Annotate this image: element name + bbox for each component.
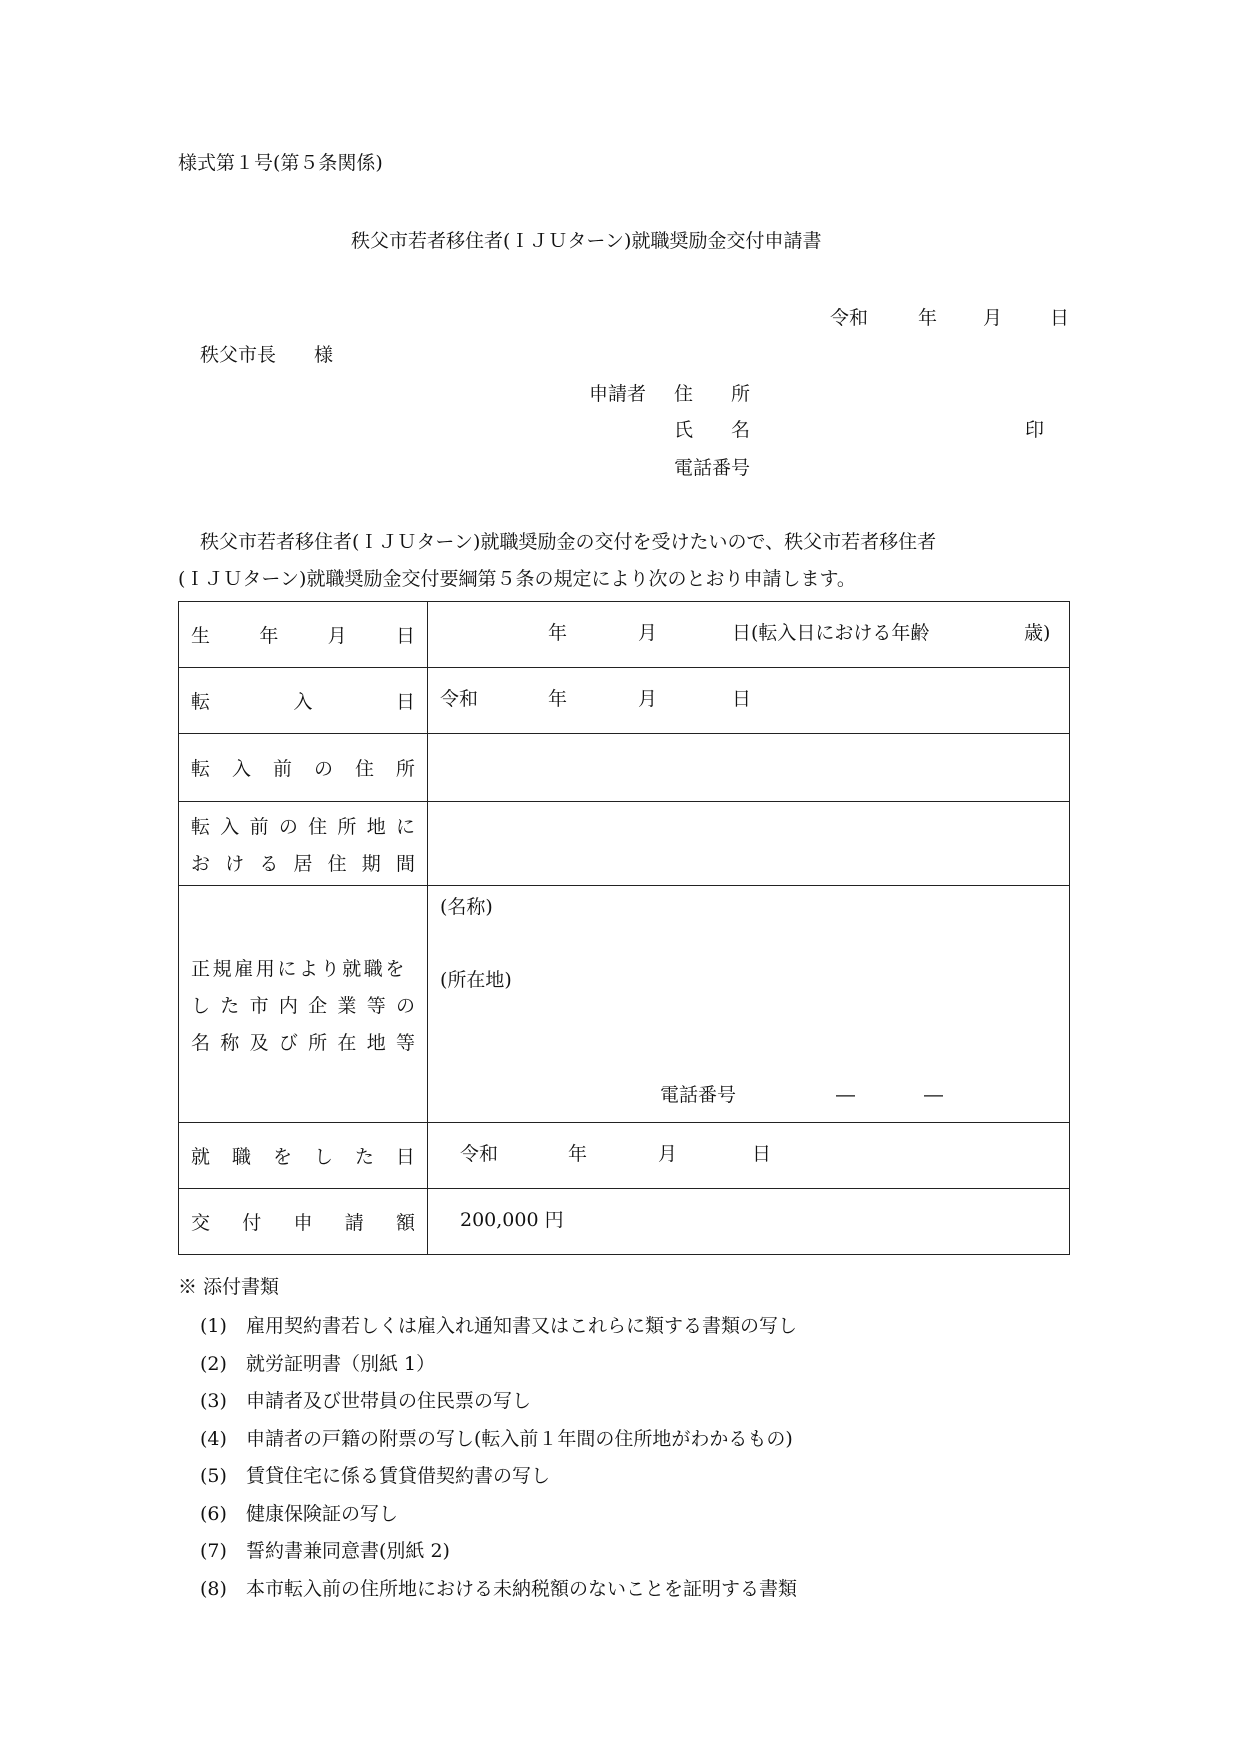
label-char: し	[191, 994, 211, 1017]
label-char: し	[313, 1146, 333, 1168]
row-birth-date	[179, 602, 1070, 668]
move-in-date-label	[179, 668, 428, 734]
label-char: 住	[354, 758, 374, 780]
phone-label: 電話番号	[674, 457, 751, 479]
employer-name-label: (名称)	[440, 896, 493, 918]
label-char: 職	[231, 1146, 251, 1168]
birth-date-value	[428, 602, 1070, 668]
form-number: 様式第１号(第５条関係)	[178, 152, 383, 174]
label-char: 所	[308, 1031, 328, 1054]
label-char: 居	[293, 852, 313, 875]
label-char: 及	[249, 1031, 269, 1054]
attachment-item: 誓約書兼同意書(別紙 2)	[246, 1540, 450, 1562]
label-char: に	[395, 815, 415, 838]
label-char: の	[313, 758, 333, 780]
employment-day: 日	[752, 1143, 772, 1165]
label-char: 日	[395, 625, 415, 647]
applicant-label: 申請者	[589, 383, 647, 405]
employment-date-label	[179, 1123, 428, 1189]
addressee: 秩父市長 様	[200, 344, 334, 366]
birth-year: 年	[548, 622, 568, 644]
row-previous-address	[179, 734, 1070, 802]
attachments-heading: ※ 添付書類	[178, 1276, 280, 1298]
row-residence-period	[179, 802, 1070, 886]
requested-amount-label	[179, 1189, 428, 1255]
label-char: び	[278, 1031, 298, 1054]
label-char: 前	[249, 815, 269, 838]
birth-day-age: 日(転入日における年齢	[732, 622, 930, 644]
label-text: 正規雇用により就職を	[191, 957, 408, 980]
move-month: 月	[638, 688, 658, 710]
attachment-item: 就労証明書（別紙 1）	[246, 1352, 436, 1375]
label-char: 所	[337, 815, 357, 838]
attachment-number: (8)	[200, 1577, 227, 1600]
label-char: 交	[191, 1212, 211, 1234]
move-era: 令和	[440, 688, 479, 710]
move-year: 年	[548, 688, 568, 710]
employer-phone-dash-2: ―	[924, 1084, 943, 1106]
label-char: 月	[327, 625, 347, 647]
residence-period-value	[428, 802, 1070, 886]
attachment-item: 本市転入前の住所地における未納税額のないことを証明する書類	[246, 1577, 798, 1600]
attachment-number: (6)	[200, 1502, 227, 1525]
row-requested-amount	[179, 1189, 1070, 1255]
birth-age-unit: 歳)	[1024, 622, 1051, 644]
previous-address-label	[179, 734, 428, 802]
label-char: け	[225, 852, 245, 875]
label-char: 間	[395, 852, 415, 875]
employment-date-value	[428, 1123, 1070, 1189]
employer-value	[428, 886, 1070, 1123]
label-char: 生	[191, 625, 211, 647]
attachment-item: 健康保険証の写し	[246, 1502, 399, 1525]
attachment-number: (4)	[200, 1427, 227, 1450]
label-char: た	[220, 994, 240, 1017]
row-employment-date	[179, 1123, 1070, 1189]
label-char: 地	[366, 815, 386, 838]
label-char: 日	[395, 691, 415, 713]
label-char: 付	[242, 1212, 262, 1234]
residence-period-label	[179, 802, 428, 886]
date-month: 月	[983, 307, 1003, 329]
requested-amount-value	[428, 1189, 1070, 1255]
label-char: 市	[249, 994, 269, 1017]
label-char: 住	[308, 815, 328, 838]
previous-address-value	[428, 734, 1070, 802]
label-char: の	[278, 815, 298, 838]
date-year: 年	[918, 307, 938, 329]
label-char: 就	[191, 1146, 211, 1168]
attachment-number: (5)	[200, 1465, 227, 1487]
move-in-date-value	[428, 668, 1070, 734]
label-char: 地	[366, 1031, 386, 1054]
label-char: 額	[395, 1212, 415, 1234]
employment-era: 令和	[460, 1143, 499, 1165]
attachment-item: 雇用契約書若しくは雇入れ通知書又はこれらに類する書類の写し	[246, 1315, 798, 1337]
row-employer	[179, 886, 1070, 1123]
label-char: 前	[272, 758, 292, 780]
date-era: 令和	[830, 307, 869, 329]
birth-date-label	[179, 602, 428, 668]
label-char: 年	[259, 625, 279, 647]
attachment-number: (3)	[200, 1390, 227, 1412]
intro-line-2: (ＩＪＵターン)就職奨励金交付要綱第５条の規定により次のとおり申請します。	[178, 568, 856, 590]
label-char: 所	[395, 758, 415, 780]
attachment-item: 申請者の戸籍の附票の写し(転入前１年間の住所地がわかるもの)	[246, 1427, 793, 1450]
amount-value: 200,000 円	[460, 1209, 564, 1231]
label-char: 住	[327, 852, 347, 875]
seal-mark: 印	[1025, 419, 1045, 441]
label-char: 転	[191, 691, 211, 713]
employment-month: 月	[658, 1143, 678, 1165]
label-char: 称	[220, 1031, 240, 1054]
document-title: 秩父市若者移住者(ＩＪＵターン)就職奨励金交付申請書	[351, 230, 822, 252]
label-char: お	[191, 852, 211, 875]
label-char: 等	[395, 1031, 415, 1054]
move-day: 日	[732, 688, 752, 710]
label-char: 等	[366, 994, 386, 1017]
employer-label	[179, 886, 428, 1123]
label-char: 転	[191, 815, 211, 838]
label-char: 期	[361, 852, 381, 875]
attachment-number: (2)	[200, 1352, 227, 1375]
label-char: 企	[308, 994, 328, 1017]
label-char: 入	[231, 758, 251, 780]
employer-phone-dash-1: ―	[836, 1084, 855, 1106]
label-char: た	[354, 1146, 374, 1168]
label-char: 申	[293, 1212, 313, 1234]
employer-label-line-1	[191, 955, 415, 979]
label-char: 転	[191, 758, 211, 780]
label-char: 日	[395, 1146, 415, 1168]
birth-month: 月	[638, 622, 658, 644]
name-label: 氏 名	[674, 419, 751, 441]
label-char: 入	[293, 691, 313, 713]
label-char: 入	[220, 815, 240, 838]
label-char: 業	[337, 994, 357, 1017]
label-char: 在	[337, 1031, 357, 1054]
label-char: 名	[191, 1031, 211, 1054]
label-char: の	[395, 994, 415, 1017]
label-char: 内	[278, 994, 298, 1017]
intro-line-1: 秩父市若者移住者(ＩＪＵターン)就職奨励金の交付を受けたいので、秩父市若者移住者	[200, 531, 937, 553]
attachment-item: 申請者及び世帯員の住民票の写し	[246, 1390, 532, 1412]
address-label: 住 所	[674, 383, 751, 405]
attachment-number: (7)	[200, 1540, 227, 1562]
attachment-number: (1)	[200, 1315, 227, 1337]
employer-phone-label: 電話番号	[660, 1084, 737, 1106]
label-char: 請	[344, 1212, 364, 1234]
label-char: る	[259, 852, 279, 875]
date-day: 日	[1050, 307, 1070, 329]
row-move-in-date	[179, 668, 1070, 734]
application-table	[178, 601, 1070, 1255]
employment-year: 年	[568, 1143, 588, 1165]
employer-location-label: (所在地)	[440, 969, 512, 991]
attachment-item: 賃貸住宅に係る賃貸借契約書の写し	[246, 1465, 551, 1487]
label-char: を	[272, 1146, 292, 1168]
